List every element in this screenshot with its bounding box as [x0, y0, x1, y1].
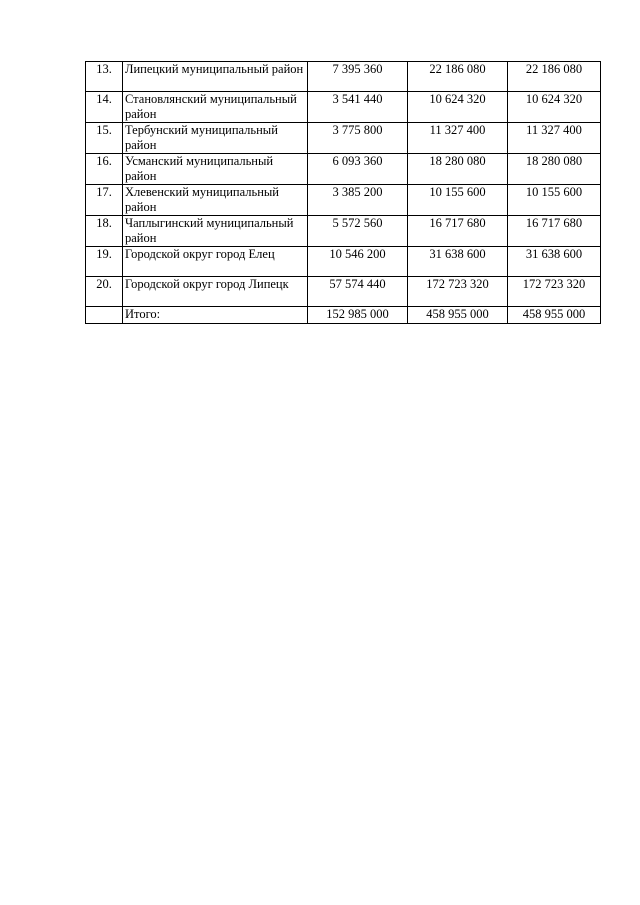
- row-number: 19.: [86, 247, 123, 277]
- value-col-1: 3 775 800: [308, 123, 408, 154]
- district-name: Усманский муниципальный район: [123, 154, 308, 185]
- district-name: Городской округ город Елец: [123, 247, 308, 277]
- row-number: 17.: [86, 185, 123, 216]
- table-row: [86, 92, 601, 123]
- total-value-col-3: 458 955 000: [508, 307, 601, 324]
- value-col-3: 172 723 320: [508, 277, 601, 307]
- district-name: Становлянский муниципальный район: [123, 92, 308, 123]
- district-name: Тербунский муниципальный район: [123, 123, 308, 154]
- value-col-3: 10 624 320: [508, 92, 601, 123]
- value-col-3: 11 327 400: [508, 123, 601, 154]
- table-row: [86, 277, 601, 307]
- value-col-3: 16 717 680: [508, 216, 601, 247]
- row-number: 16.: [86, 154, 123, 185]
- value-col-2: 10 624 320: [408, 92, 508, 123]
- total-label: Итого:: [123, 307, 308, 324]
- value-col-3: 22 186 080: [508, 62, 601, 92]
- row-number: [86, 307, 123, 324]
- value-col-3: 10 155 600: [508, 185, 601, 216]
- value-col-1: 57 574 440: [308, 277, 408, 307]
- value-col-3: 31 638 600: [508, 247, 601, 277]
- table-row: [86, 185, 601, 216]
- row-number: 14.: [86, 92, 123, 123]
- row-number: 15.: [86, 123, 123, 154]
- value-col-2: 18 280 080: [408, 154, 508, 185]
- value-col-2: 172 723 320: [408, 277, 508, 307]
- value-col-1: 3 385 200: [308, 185, 408, 216]
- value-col-1: 5 572 560: [308, 216, 408, 247]
- row-number: 13.: [86, 62, 123, 92]
- table-row: [86, 247, 601, 277]
- budget-table: [85, 61, 601, 324]
- value-col-1: 6 093 360: [308, 154, 408, 185]
- district-name: Липецкий муниципальный район: [123, 62, 308, 92]
- value-col-1: 7 395 360: [308, 62, 408, 92]
- total-value-col-2: 458 955 000: [408, 307, 508, 324]
- table-row: [86, 216, 601, 247]
- table-row: [86, 62, 601, 92]
- value-col-2: 31 638 600: [408, 247, 508, 277]
- value-col-2: 22 186 080: [408, 62, 508, 92]
- value-col-2: 11 327 400: [408, 123, 508, 154]
- total-row: [86, 307, 601, 324]
- district-name: Городской округ город Липецк: [123, 277, 308, 307]
- value-col-2: 16 717 680: [408, 216, 508, 247]
- value-col-1: 10 546 200: [308, 247, 408, 277]
- row-number: 20.: [86, 277, 123, 307]
- value-col-2: 10 155 600: [408, 185, 508, 216]
- district-name: Хлевенский муниципальный район: [123, 185, 308, 216]
- value-col-1: 3 541 440: [308, 92, 408, 123]
- table-row: [86, 123, 601, 154]
- row-number: 18.: [86, 216, 123, 247]
- total-value-col-1: 152 985 000: [308, 307, 408, 324]
- table-row: [86, 154, 601, 185]
- district-name: Чаплыгинский муниципальный район: [123, 216, 308, 247]
- value-col-3: 18 280 080: [508, 154, 601, 185]
